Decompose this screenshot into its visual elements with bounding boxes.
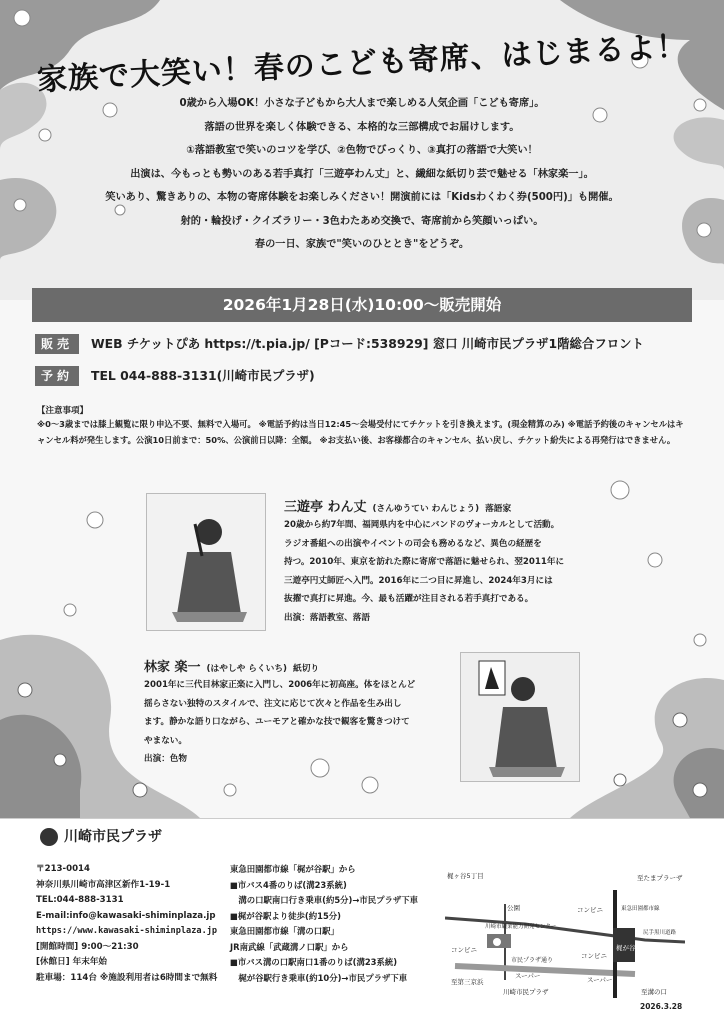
- performer-photo-wanjo: [146, 493, 266, 631]
- venue-info-line: 神奈川県川崎市高津区新作1-19-1: [36, 879, 171, 890]
- bio-line: ラジオ番組への出演やイベントの司会も務めるなど、異色の経歴を: [284, 538, 542, 549]
- bio-line: 2001年に三代目林家正楽に入門し、2006年に初高座。体をほとんど: [144, 680, 416, 690]
- access-info: [230, 862, 418, 986]
- notes-text: ※0〜3歳までは膝上観覧に限り申込不要、無料で入場可。 ※電話予約は当日12:45〜会場受付にてチケットを引き換えます。(現金精算のみ) ※電話予約後のキャンセルはキャンセル料が発生します。公演10日前まで：50%、公演前日以降：全額。 ※お支払い後、お客様都合のキャンセル、払い戻し、チケット紛失による再発行はできません。: [37, 419, 684, 445]
- venue-info-line[interactable]: E-mail:info@kawasaki-shiminplaza.jp: [36, 910, 216, 921]
- bio-line: 抜擢で真打に昇進。今、最も活躍が注目される若手真打である。: [284, 594, 534, 604]
- bio-line: 20歳から約7年間、福岡県内を中心にバンドのヴォーカルとして活動。: [284, 520, 560, 530]
- access-line: 梶が谷駅行き乗車(約10分)→市民プラザ下車: [230, 972, 408, 983]
- reservation-tag: 予約: [35, 366, 79, 386]
- reservation-row: [35, 366, 315, 386]
- venue-info: [36, 862, 217, 986]
- bio-line: 出演：落語教室、落語: [284, 612, 370, 623]
- performer-name-wanjo: [284, 496, 511, 515]
- sales-text[interactable]: WEB チケットぴあ https://t.pia.jp/ [Pコード:538929] 窓口 川崎市民プラザ1階総合フロント: [91, 336, 644, 351]
- access-line: 東急田園都市線「溝の口駅」: [230, 926, 339, 936]
- intro-line: 0歳から入場OK！小さな子どもから大人まで楽しめる人気企画「こども寄席」。: [179, 98, 545, 109]
- bio-line: ます。静かな語り口ながら、ユーモアと確かな技で観客を驚きつけて: [144, 717, 410, 727]
- performer-illustration: [461, 653, 579, 781]
- intro-line: 出演は、今もっとも勢いのある若手真打「三遊亭わん丈」と、繊細な紙切り芸で魅せる「林家楽一」。: [130, 168, 594, 180]
- intro-text: [40, 92, 684, 257]
- bio-line: 揺らさない独特のスタイルで、注文に応じて次々と作品を生み出し: [144, 698, 402, 709]
- venue-info-line: [開館時間] 9:00〜21:30: [36, 941, 139, 952]
- sales-tag: 販売: [35, 334, 79, 354]
- intro-line: 笑いあり、驚きありの、本物の寄席体験をお楽しみください！開演前には「Kidsわくわく券(500円)」も開催。: [105, 192, 619, 203]
- performer-role: 紙切り: [293, 664, 320, 674]
- performer-photo-rakuichi: [460, 652, 580, 782]
- intro-line: 春の一日、家族で"笑いのひととき"をどうぞ。: [254, 239, 470, 250]
- intro-line: 落語の世界を楽しく体験できる、本格的な三部構成でお届けします。: [204, 121, 520, 133]
- map-label: 至第三京浜: [451, 978, 484, 986]
- map-label: 東急田園都市線: [621, 906, 660, 912]
- map-label: 公園: [507, 904, 520, 912]
- performer-name: 三遊亭 わん丈: [284, 500, 367, 515]
- map-label: スーパー: [587, 976, 613, 984]
- access-line: ■市バス溝の口駅南口1番のりば(溝23系統): [230, 957, 398, 967]
- venue-info-line[interactable]: TEL:044-888-3131: [36, 895, 124, 905]
- map-label: コンビニ: [577, 906, 603, 914]
- map-label: 至たまプラーザ: [637, 874, 683, 882]
- venue-info-line: [休館日] 年末年始: [36, 957, 108, 967]
- map-label: 至溝の口: [641, 988, 667, 996]
- access-line: ■市バス4番のりば(溝23系統): [230, 879, 347, 890]
- performer-role: 落語家: [485, 504, 512, 514]
- map-label: コンビニ: [451, 946, 477, 954]
- map-label: 梶が谷駅: [616, 944, 642, 952]
- access-map: [445, 870, 685, 998]
- venue-logo: [40, 826, 162, 846]
- performer-bio-rakuichi: [144, 676, 462, 769]
- map-label: 川崎市職業能力開発センター: [485, 924, 557, 930]
- map-label: 尻手黒川道路: [643, 930, 677, 936]
- intro-line: ①落語教室で笑いのコツを学び、②色物でびっくり、③真打の落語で大笑い！: [186, 145, 538, 156]
- performer-name: 林家 楽一: [144, 660, 201, 675]
- sale-start-banner: 2026年1月28日(水)10:00〜販売開始: [32, 288, 692, 322]
- performer-illustration: [147, 494, 265, 630]
- map-label: 梶ヶ谷5丁目: [447, 872, 484, 880]
- map-label: 市民プラザ通り: [511, 957, 554, 964]
- venue-info-line[interactable]: https://www.kawasaki-shiminplaza.jp: [36, 926, 218, 936]
- performer-name-rakuichi: [144, 656, 319, 675]
- intro-line: 射的・輪投げ・クイズラリー・3色わたあめ交換で、寄席前から笑顔いっぱい。: [180, 215, 544, 227]
- logo-text: 川崎市民プラザ: [64, 829, 162, 845]
- venue-info-line: 〒213-0014: [36, 864, 91, 874]
- access-line: ■梶が谷駅より徒歩(約15分): [230, 910, 341, 921]
- sales-row: [35, 334, 644, 354]
- performer-reading: (さんゆうてい わんじょう): [372, 504, 480, 514]
- access-line: JR南武線「武蔵溝ノ口駅」から: [230, 941, 349, 952]
- map-label: コンビニ: [581, 952, 607, 960]
- access-line: 東急田園都市線「梶が谷駅」から: [230, 864, 356, 874]
- notes-title: 【注意事項】: [37, 406, 89, 416]
- reservation-text[interactable]: TEL 044-888-3131(川崎市民プラザ): [91, 368, 315, 383]
- performer-bio-wanjo: [284, 516, 624, 627]
- bio-line: 出演：色物: [144, 754, 187, 764]
- bio-line: やまない。: [144, 735, 187, 746]
- bio-line: 三遊亭円丈師匠へ入門。2016年に二つ目に昇進し、2024年3月には: [284, 575, 553, 586]
- issue-date: 2026.3.28: [640, 1002, 683, 1011]
- access-line: 溝の口駅南口行き乗車(約5分)→市民プラザ下車: [230, 895, 418, 905]
- map-label: スーパー: [515, 972, 541, 980]
- performer-reading: (はやしや らくいち): [206, 664, 287, 674]
- map-label: 川崎市民プラザ: [503, 988, 549, 996]
- venue-info-line: 駐車場：114台 ※施設利用者は6時間まで無料: [36, 972, 218, 983]
- bio-line: 持つ。2010年、東京を訪れた際に寄席で落語に魅せられ、翌2011年に: [284, 557, 565, 567]
- logo-mark-icon: [40, 828, 58, 846]
- headline: 家族で大笑い！春のこども寄席、はじまるよ！: [36, 28, 689, 99]
